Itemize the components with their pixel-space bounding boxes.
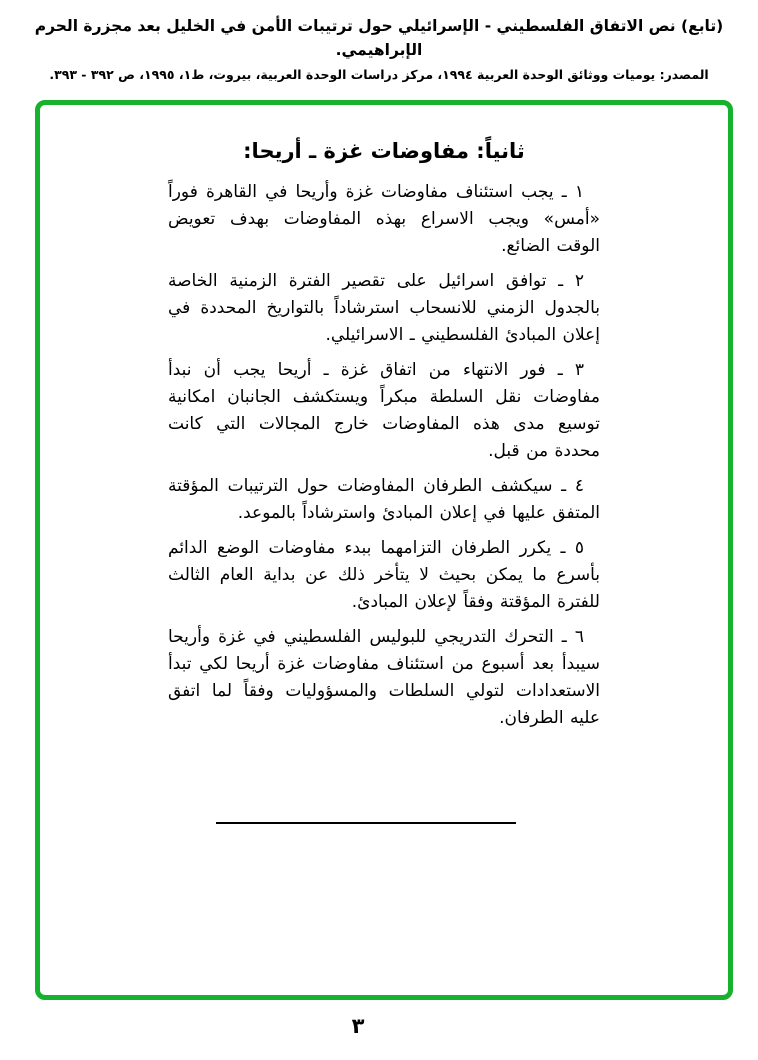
green-document-frame <box>35 100 733 1000</box>
paragraph-2: ٢ ـ توافق اسرائيل على تقصير الفترة الزمنية الخاصة بالجدول الزمني للانسحاب استرشاداً بالتواريخ المحددة في إعلان المبادئ الفلسطيني ـ الاسرائيلي. <box>168 271 600 345</box>
source-citation: المصدر: يوميات ووثائق الوحدة العربية ١٩٩٤، مركز دراسات الوحدة العربية، بيروت، ط١، ١٩٩٥، ص ٣٩٢ - ٣٩٣. <box>49 67 709 82</box>
page-header <box>0 14 758 85</box>
section-title: ثانياً: مفاوضات غزة ـ أريحا: <box>243 139 525 163</box>
footnote-divider-line <box>216 822 516 824</box>
document-continuation-title: (تابع) نص الاتفاق الفلسطيني - الإسرائيلي حول ترتيبات الأمن في الخليل بعد مجزرة الحرم الإبراهيمي. <box>34 17 724 59</box>
paragraph-6: ٦ ـ التحرك التدريجي للبوليس الفلسطيني في غزة وأريحا سيبدأ بعد أسبوع من استئناف مفاوضات غزة أريحا لكي تبدأ الاستعدادات لتولي السلطات والمسؤوليات وفقاً لما اتفق عليه الطرفان. <box>168 627 600 728</box>
paragraph-3: ٣ ـ فور الانتهاء من اتفاق غزة ـ أريحا يجب أن نبدأ مفاوضات نقل السلطة مبكراً ويستكشف الجانبان امكانية توسيع مدى هذه المفاوضات خارج المجالات التي كانت محددة من قبل. <box>168 360 600 461</box>
page-number: ٣ <box>351 1014 365 1038</box>
paragraph-1: ١ ـ يجب استئناف مفاوضات غزة وأريحا في القاهرة فوراً «أمس» ويجب الاسراع بهذه المفاوضات بهدف تعويض الوقت الضائع. <box>168 182 600 256</box>
document-text-column <box>168 105 600 824</box>
paragraph-4: ٤ ـ سيكشف الطرفان المفاوضات حول الترتيبات المؤقتة المتفق عليها في إعلان المبادئ واسترشاداً بالموعد. <box>168 476 600 523</box>
paragraph-5: ٥ ـ يكرر الطرفان التزامهما ببدء مفاوضات الوضع الدائم بأسرع ما يمكن بحيث لا يتأخر ذلك عن بداية العام الثالث للفترة المؤقتة وفقاً لإعلان المبادئ. <box>168 538 600 612</box>
